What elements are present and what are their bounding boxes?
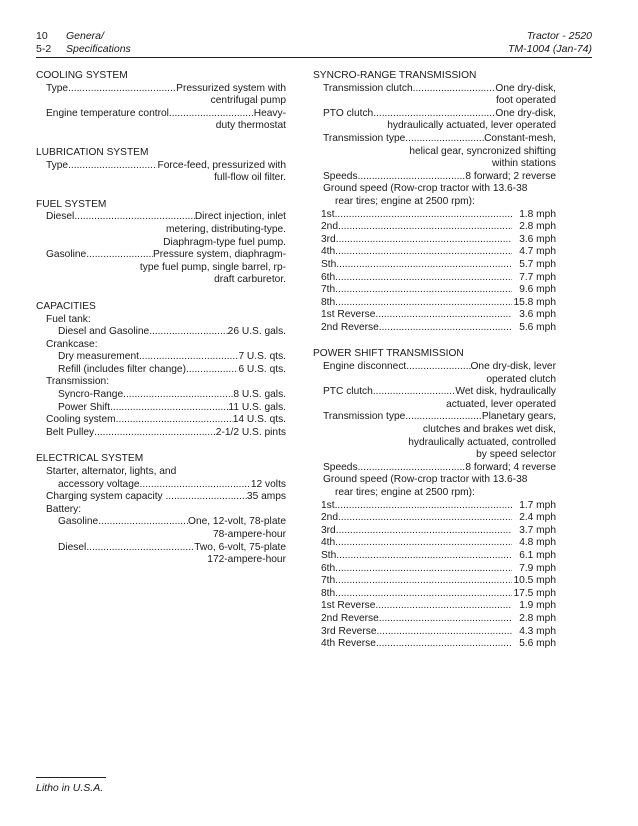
speed-label: 1st Reverse bbox=[321, 600, 376, 612]
speed-row bbox=[313, 563, 556, 576]
subchapter-title: Specifications bbox=[66, 43, 131, 55]
spec-label: Gasoline bbox=[46, 249, 87, 261]
speed-row bbox=[313, 309, 556, 322]
spec-continuation: full-flow oil filter. bbox=[214, 172, 286, 184]
spec-row bbox=[313, 411, 556, 424]
powershift-title: POWER SHIFT TRANSMISSION bbox=[313, 348, 464, 360]
spec-label: Syncro-Range bbox=[58, 389, 124, 401]
spec-value: Pressurized system with bbox=[176, 82, 286, 94]
spec-label: Refill (includes filter change) bbox=[58, 363, 186, 375]
spec-continuation: within stations bbox=[492, 158, 556, 170]
capacities-section bbox=[36, 301, 286, 440]
spec-value: 7 U.S. qts. bbox=[238, 351, 286, 363]
spec-label: PTC clutch bbox=[323, 386, 373, 398]
spec-continuation: duty thermostat bbox=[215, 120, 286, 132]
speed-row bbox=[313, 246, 556, 259]
speed-row bbox=[313, 550, 556, 563]
spec-row bbox=[36, 364, 286, 377]
speed-row bbox=[313, 272, 556, 285]
speed-label: 2nd Reverse bbox=[321, 321, 379, 333]
left-column bbox=[36, 70, 286, 581]
speed-value: 17.5 mph bbox=[513, 587, 556, 599]
speed-label: 2nd Reverse bbox=[321, 612, 379, 624]
speed-label: 1st bbox=[321, 208, 335, 220]
spec-label: Charging system capacity ....... bbox=[46, 491, 186, 503]
speed-row bbox=[313, 588, 556, 601]
spec-label: Belt Pulley bbox=[46, 426, 95, 438]
syncro-speed-list bbox=[313, 209, 556, 335]
spec-continuation: type fuel pump, single barrel, rp- bbox=[139, 261, 286, 273]
spec-label: PTO clutch bbox=[323, 107, 374, 119]
speed-label: 2nd bbox=[321, 221, 338, 233]
speed-value: 5.6 mph bbox=[519, 638, 556, 650]
speed-row bbox=[313, 234, 556, 247]
speed-value: 3.6 mph bbox=[519, 309, 556, 321]
electrical-section bbox=[36, 453, 286, 566]
spec-label: Type bbox=[46, 159, 69, 171]
spec-continuation: metering, distributing-type. bbox=[165, 223, 286, 235]
subheading: Crankcase: bbox=[46, 338, 98, 350]
speed-row bbox=[313, 297, 556, 310]
spec-row bbox=[313, 133, 556, 146]
litho-note: Litho in U.S.A. bbox=[36, 782, 104, 794]
model-title: Tractor - 2520 bbox=[526, 30, 592, 42]
spec-row bbox=[313, 386, 556, 399]
chapter-title: Genera/ bbox=[66, 30, 104, 42]
spec-label: Diesel bbox=[58, 541, 87, 553]
subheading: Starter, alternator, lights, and bbox=[46, 466, 177, 478]
speed-label: 6th bbox=[321, 271, 336, 283]
speed-label: 3rd bbox=[321, 524, 336, 536]
speed-row bbox=[313, 500, 556, 513]
spec-value: Direct injection, inlet bbox=[194, 211, 286, 223]
spec-row bbox=[36, 108, 286, 121]
spec-label: Engine disconnect bbox=[323, 361, 407, 373]
speed-row bbox=[313, 525, 556, 538]
speed-row bbox=[313, 284, 556, 297]
powershift-speed-list bbox=[313, 500, 556, 651]
speed-label: 4th bbox=[321, 537, 336, 549]
footer-rule bbox=[36, 777, 106, 778]
spec-label: Gasoline bbox=[58, 516, 99, 528]
spec-label: Power Shift bbox=[58, 401, 111, 413]
spec-label: accessory voltage bbox=[58, 478, 140, 490]
syncro-title: SYNCRO-RANGE TRANSMISSION bbox=[313, 70, 477, 81]
spec-continuation: 78-ampere-hour bbox=[212, 529, 286, 540]
speed-value: 9.6 mph bbox=[519, 284, 556, 296]
spec-label: Cooling system bbox=[46, 414, 116, 426]
page-number: 10 bbox=[36, 30, 48, 42]
subheading: Battery: bbox=[46, 503, 82, 515]
speed-value: 3.7 mph bbox=[519, 524, 556, 536]
cooling-title: COOLING SYSTEM bbox=[36, 70, 128, 81]
spec-label: Transmission type. bbox=[323, 132, 409, 144]
speed-label: 1st Reverse bbox=[321, 309, 376, 321]
spec-continuation: Diaphragm-type fuel pump. bbox=[163, 236, 286, 248]
spec-continuation: clutches and brakes wet disk, bbox=[422, 424, 556, 436]
spec-row bbox=[36, 414, 286, 427]
spec-row bbox=[36, 427, 286, 440]
spec-row bbox=[36, 402, 286, 415]
speed-label: 1st bbox=[321, 499, 335, 511]
spec-value: One, 12-volt, 78-plate bbox=[188, 516, 286, 528]
speed-row bbox=[313, 600, 556, 613]
page-header-left bbox=[36, 30, 131, 56]
speed-label: 7th bbox=[321, 575, 336, 587]
speed-value: 2.8 mph bbox=[519, 612, 556, 624]
speed-row bbox=[313, 638, 556, 651]
spec-continuation: operated clutch bbox=[486, 373, 556, 385]
spec-value: One dry-disk, bbox=[495, 107, 556, 119]
spec-row bbox=[36, 249, 286, 262]
spec-value: One dry-disk, lever bbox=[470, 361, 556, 373]
spec-label: Transmission clutch bbox=[323, 82, 413, 94]
spec-value: 8 forward; 2 reverse bbox=[465, 170, 556, 182]
spec-value: 8 forward; 4 reverse bbox=[465, 461, 556, 473]
speed-label: 4th Reverse bbox=[321, 638, 376, 650]
spec-continuation: foot operated bbox=[495, 95, 556, 107]
syncro-section bbox=[313, 70, 556, 334]
spec-value: 26 U.S. gals. bbox=[227, 326, 286, 338]
speed-label: 3rd Reverse bbox=[321, 625, 377, 637]
manual-number: TM-1004 (Jan-74) bbox=[507, 43, 592, 55]
spec-continuation: draft carburetor. bbox=[214, 274, 286, 286]
spec-label: Speeds bbox=[323, 170, 358, 182]
subheading: Fuel tank: bbox=[46, 313, 91, 325]
spec-value: Wet disk, hydraulically bbox=[455, 386, 556, 398]
speed-value: 7.9 mph bbox=[519, 562, 556, 574]
speed-row bbox=[313, 613, 556, 626]
speed-value: 5.6 mph bbox=[519, 321, 556, 333]
spec-row bbox=[313, 361, 556, 374]
speed-label: Sth bbox=[321, 549, 337, 561]
speed-value: 1.8 mph bbox=[519, 208, 556, 220]
spec-value: 14 U.S. qts. bbox=[232, 414, 286, 426]
speed-row bbox=[313, 537, 556, 550]
speed-value: 6.1 mph bbox=[519, 549, 556, 561]
spec-value: Heavy- bbox=[253, 107, 286, 119]
speed-value: 15.8 mph bbox=[513, 296, 556, 308]
speed-row bbox=[313, 512, 556, 525]
ground-speed-note: rear tires; engine at 2500 rpm): bbox=[335, 487, 475, 498]
spec-value: 6 U.S. qts. bbox=[238, 363, 286, 375]
fuel-title: FUEL SYSTEM bbox=[36, 198, 107, 210]
subheading: Transmission: bbox=[46, 376, 110, 388]
page-header-right bbox=[508, 30, 592, 56]
speed-label: 6th bbox=[321, 562, 336, 574]
fuel-section bbox=[36, 199, 286, 287]
spec-label: Diesel bbox=[46, 211, 75, 223]
spec-continuation: centrifugal pump bbox=[210, 95, 286, 107]
speed-value: 4.8 mph bbox=[519, 537, 556, 549]
spec-row bbox=[36, 160, 286, 173]
spec-continuation: by speed selector bbox=[476, 449, 556, 461]
spec-continuation: 172-ampere-hour bbox=[207, 554, 286, 566]
spec-value: 8 U.S. gals. bbox=[233, 389, 286, 401]
spec-value: 35 amps bbox=[246, 491, 286, 503]
spec-value: 2-1/2 U.S. pints bbox=[215, 426, 286, 438]
spec-row bbox=[36, 516, 286, 529]
spec-value: Pressure system, diaphragm- bbox=[152, 249, 286, 261]
spec-row bbox=[313, 83, 556, 96]
speed-value: 1.9 mph bbox=[519, 600, 556, 612]
spec-continuation: actuated, lever operated bbox=[446, 398, 556, 410]
speed-label: 4th bbox=[321, 246, 336, 258]
speed-label: 2nd bbox=[321, 512, 338, 524]
speed-value: 1.7 mph bbox=[519, 499, 556, 511]
powershift-section bbox=[313, 348, 556, 650]
speed-row bbox=[313, 209, 556, 222]
speed-value: 4.7 mph bbox=[519, 246, 556, 258]
speed-value: 2.4 mph bbox=[519, 512, 556, 524]
speed-value: 3.6 mph bbox=[519, 233, 556, 245]
spec-label: Dry measurement bbox=[58, 351, 139, 363]
speed-value: 7.7 mph bbox=[519, 271, 556, 283]
spec-continuation: helical gear, syncronized shifting bbox=[409, 145, 556, 157]
header-rule bbox=[36, 57, 592, 58]
spec-value: Constant-mesh, bbox=[484, 132, 556, 144]
speed-label: 7th bbox=[321, 284, 336, 296]
speed-label: 3rd bbox=[321, 233, 336, 245]
speed-value: 5.7 mph bbox=[519, 258, 556, 270]
spec-label: Speeds bbox=[323, 461, 358, 473]
speed-label: Sth bbox=[321, 258, 337, 270]
speed-value: 10.5 mph bbox=[513, 575, 556, 587]
speed-label: 8th bbox=[321, 587, 336, 599]
speed-value: 4.3 mph bbox=[519, 625, 556, 637]
speed-row bbox=[313, 322, 556, 335]
spec-continuation: hydraulically actuated, controlled bbox=[408, 436, 556, 448]
spec-label: Transmission type bbox=[323, 411, 406, 423]
capacities-title: CAPACITIES bbox=[36, 300, 96, 312]
spec-value: Planetary gears, bbox=[481, 411, 556, 423]
ground-speed-note: Ground speed (Row-crop tractor with 13.6-38 bbox=[323, 474, 528, 486]
ground-speed-note: rear tires; engine at 2500 rpm): bbox=[335, 195, 475, 207]
spec-label: Type bbox=[46, 82, 69, 94]
speed-label: 8th bbox=[321, 296, 336, 308]
spec-row bbox=[36, 326, 286, 339]
right-column bbox=[313, 70, 556, 665]
spec-row bbox=[313, 462, 556, 475]
spec-row bbox=[36, 389, 286, 402]
spec-value: Force-feed, pressurized with bbox=[157, 159, 286, 171]
spec-label: Engine temperature control bbox=[46, 107, 169, 119]
spec-row bbox=[36, 351, 286, 364]
speed-row bbox=[313, 221, 556, 234]
spec-row bbox=[36, 542, 286, 555]
section-number: 5-2 bbox=[36, 43, 52, 55]
spec-value: 11 U.S. gals. bbox=[228, 401, 286, 413]
cooling-section bbox=[36, 70, 286, 133]
spec-row bbox=[36, 211, 286, 224]
speed-row bbox=[313, 626, 556, 639]
speed-value: 2.8 mph bbox=[519, 221, 556, 233]
lubrication-section bbox=[36, 147, 286, 185]
lubrication-title: LUBRICATION SYSTEM bbox=[36, 146, 149, 158]
ground-speed-note: Ground speed (Row-crop tractor with 13.6-38 bbox=[323, 183, 528, 195]
spec-row bbox=[36, 479, 286, 492]
spec-row bbox=[313, 108, 556, 121]
electrical-title: ELECTRICAL SYSTEM bbox=[36, 453, 144, 465]
spec-value: One dry-disk, bbox=[495, 82, 556, 94]
speed-row bbox=[313, 575, 556, 588]
spec-row bbox=[36, 83, 286, 96]
spec-continuation: hydraulically actuated, lever operated bbox=[387, 120, 556, 132]
spec-value: 12 volts bbox=[250, 478, 286, 490]
speed-row bbox=[313, 259, 556, 272]
spec-label: Diesel and Gasoline bbox=[58, 326, 150, 338]
spec-value: Two, 6-volt, 75-plate bbox=[194, 541, 286, 553]
spec-row bbox=[36, 491, 286, 504]
spec-row bbox=[313, 171, 556, 184]
